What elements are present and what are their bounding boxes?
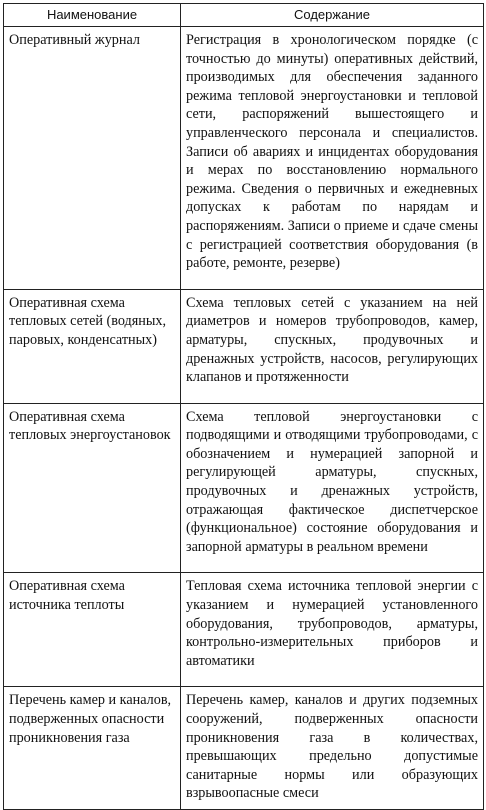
table-row bbox=[4, 27, 484, 290]
table-row bbox=[4, 289, 484, 403]
row-content-cell: Тепловая схема источника тепловой энергии с указанием и нумерацией установленного оборудования, трубопроводов, арматуры, контрольно-измерительных приборов и автоматики bbox=[181, 573, 484, 687]
row-name-cell: Оперативная схема источника теплоты bbox=[4, 573, 181, 687]
table-row bbox=[4, 573, 484, 687]
header-name: Наименование bbox=[4, 4, 181, 27]
row-content-cell: Схема тепловой энергоустановки с подводящими и отводящими трубопроводами, с обозначением и нумерацией запорной и регулирующей арматуры, спускных, продувочных и дренажных устройств, отражающая фактическое диспетчерское (функциональное) состояние оборудования и запорной арматуры в реальном времени bbox=[181, 403, 484, 573]
header-content: Содержание bbox=[181, 4, 484, 27]
operational-documentation-table bbox=[3, 3, 484, 810]
table-row bbox=[4, 687, 484, 810]
row-name-cell: Оперативный журнал bbox=[4, 27, 181, 290]
row-content-cell: Перечень камер, каналов и других подземных сооружений, подверженных опасности проникновения газа в количествах, превышающих предельно допустимые санитарные нормы или образующих взрывоопасные смеси bbox=[181, 687, 484, 810]
row-content-cell: Регистрация в хронологическом порядке (с точностью до минуты) оперативных действий, производимых для обеспечения заданного режима тепловой энергоустановки и тепловой сети, распоряжений вышестоящего и управленческого персонала и специалистов. Записи об авариях и инцидентах оборудования и мерах по восстановлению нормального режима. Сведения о первичных и ежедневных допусках к работам по нарядам и распоряжениям. Записи о приеме и сдаче смены с регистрацией соответствия оборудования (в работе, ремонте, резерве) bbox=[181, 27, 484, 290]
table-header-row bbox=[4, 4, 484, 27]
row-name-cell: Перечень камер и каналов, подверженных опасности проникновения газа bbox=[4, 687, 181, 810]
row-name-cell: Оперативная схема тепловых энергоустановок bbox=[4, 403, 181, 573]
row-name-cell: Оперативная схема тепловых сетей (водяных, паровых, конденсатных) bbox=[4, 289, 181, 403]
row-content-cell: Схема тепловых сетей с указанием на ней диаметров и номеров трубопроводов, камер, арматуры, спускных, продувочных и дренажных устройств, насосов, регулирующих клапанов и протяженности bbox=[181, 289, 484, 403]
table-row bbox=[4, 403, 484, 573]
